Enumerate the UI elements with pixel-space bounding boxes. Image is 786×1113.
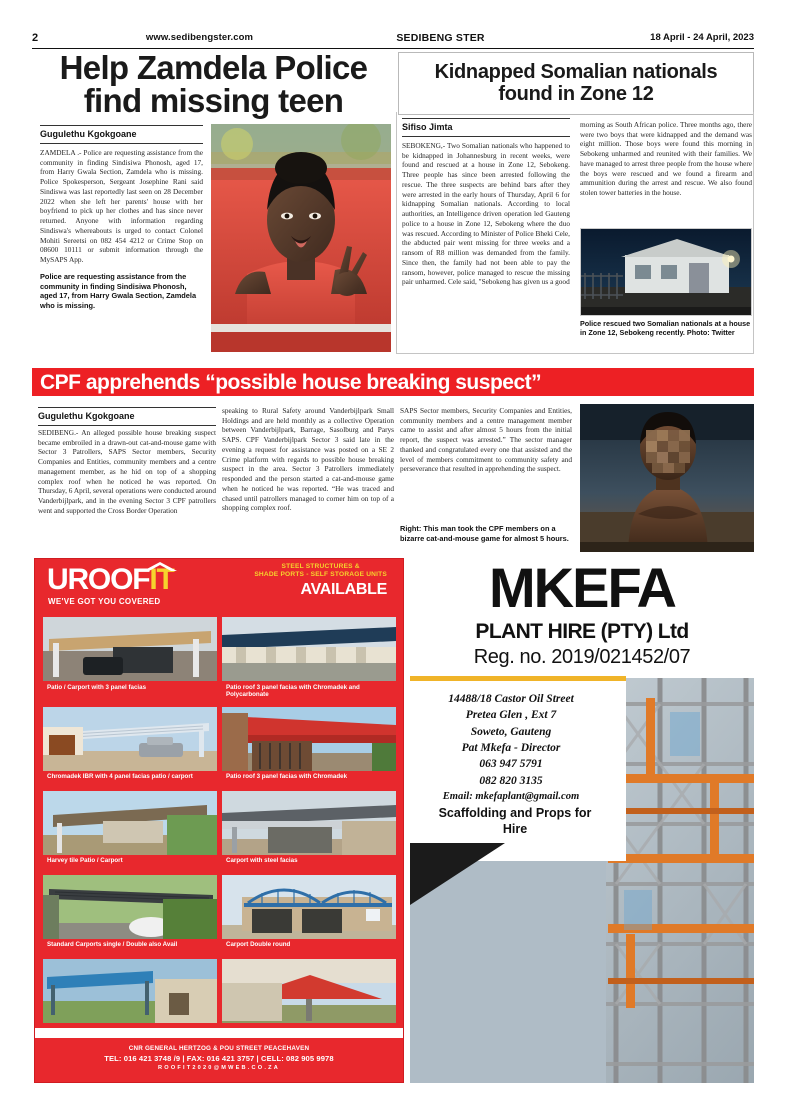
- uroofit-row: [43, 617, 397, 702]
- mkefa-email[interactable]: Email: mkefaplant@gmail.com: [442, 790, 580, 802]
- house-zone-12-image: [581, 229, 752, 316]
- uroofit-product[interactable]: [222, 617, 396, 702]
- mkefa-subtitle: PLANT HIRE (PTY) Ltd: [475, 620, 689, 643]
- product-image-harvey-tile-patio: [43, 791, 217, 855]
- article-body-kidnapped-col2: morning as South African police. Three months ago, there were two boys that were kidnapped and the demand was eight million. Those boys were found this morning in Sebokeng unharmed and reunited with their families. We have managed to arrest three people from the house where the boys were rescued and we found a firearm and ammunition during the arrest and rescue. We also found stolen tower batteries in the house.: [580, 120, 752, 198]
- mkefa-address-line-1: 14488/18 Castor Oil Street: [448, 693, 574, 705]
- product-image-patio-roof-chromadek-poly: [222, 617, 396, 681]
- uroofit-row: [43, 875, 397, 954]
- article-body-cpf-col1: SEDIBENG.- An alleged possible house breaking suspect became embroiled in a drawn-out cat-and-mouse game with Sector 3 Patrollers, SAPS Sector members, Security Companies and Entities, community members and a centre management member, as he hid on top of a shopping complex roof when he noticed he was reported. On Thursday, 6 April, several operations were conducted around Vanderbijlpark, and in the evening Sector 3 CPF patrollers went and supported the Cross Border Operation: [38, 428, 216, 515]
- steel-line-1: STEEL STRUCTURES &: [281, 563, 360, 570]
- article-body-kidnapped-col1: SEBOKENG,- Two Somalian nationals who happened to be kidnapped in Johannesburg in recent weeks, were found and rescued at a house in Zone 12, Sebokeng. Three people has since been arrested following the rescue. The three suspects are behind bars after they were arrested in the early hours of Thursday, April 6 for kidnapping Somalian nationals. According to local authorities, an Intelligence driven operation led Gauteng police to a house in Zone 12, Sebokeng where the duo was rescued. According to Minister of Police Bheki Cele, the abducted pair went missing for three weeks and a ransom of R8 million was demanded from the family. Since then, the family had not been able to pay the ransom, however, police managed to rescue the missing pair unharmed. Cele said, "Sebokeng has given us a good: [402, 141, 570, 287]
- caption-kidnapped: Police rescued two Somalian nationals at a house in Zone 12, Sebokeng recently. Photo: Twitter: [580, 319, 751, 338]
- product-caption: Standard Carports single / Double also Avail: [43, 939, 217, 954]
- website-url: www.sedibengster.com: [145, 32, 254, 43]
- photo-cpf-suspect: [580, 404, 754, 552]
- photo-kidnapped-house: [580, 228, 752, 316]
- suspect-on-roof-image: [580, 404, 754, 552]
- masthead: [32, 27, 754, 49]
- product-image-carport-steel-facias: [222, 791, 396, 855]
- uroofit-row: [43, 791, 397, 870]
- uroofit-product[interactable]: [43, 707, 217, 786]
- uroofit-address: CNR GENERAL HERTZOG & POU STREET PEACEHAVEN: [128, 1045, 310, 1052]
- mkefa-address-line-3: Soweto, Gauteng: [470, 725, 552, 738]
- ad-uroofit[interactable]: [34, 558, 404, 1083]
- mkefa-director: Pat Mkefa - Director: [461, 741, 561, 754]
- uroofit-email: ROOFIT2020@MWEB.CO.ZA: [158, 1065, 280, 1071]
- product-caption: Patio / Carport with 3 panel facias: [43, 681, 217, 696]
- mkefa-corner-accent: [410, 843, 505, 905]
- article-body-cpf-col2: speaking to Rural Safety around Vanderbijlpark Small Holdings and are held monthly as a collective Operation between Vanderbijlpark, Barrage, Sasolburg and Parys SAPS. CPF Vanderbijlpark Sector 3 said late in the evening a request for assistance was posted on a SE 2 Crime platform with regards to possible house breaking suspect in the area. Sector 3 Patrollers immediately responded and the person started a cat-and-mouse game when he noticed he was reported. “He was traced and chased until patrollers managed to corner him on top of a shopping complex roof.: [222, 406, 394, 513]
- byline-kidnapped: Sifiso Jimta: [402, 118, 570, 137]
- product-image-carport-double-round: [222, 875, 396, 939]
- paper-title: SEDIBENG STER: [396, 31, 485, 44]
- byline-cpf: Gugulethu Kgokgoane: [38, 407, 216, 426]
- product-caption: Chromadek IBR with 4 panel facias patio / carport: [43, 771, 217, 786]
- uroofit-row: [43, 959, 397, 1038]
- uroofit-product[interactable]: [43, 875, 217, 954]
- uroofit-product[interactable]: [43, 791, 217, 870]
- product-image-patio-roof-chromadek: [222, 707, 396, 771]
- product-caption: Harvey tile Patio / Carport: [43, 855, 217, 870]
- uroofit-product[interactable]: [222, 791, 396, 870]
- uroofit-row: [43, 707, 397, 786]
- uroofit-available: AVAILABLE: [300, 581, 387, 598]
- uroofit-product-grid: [43, 617, 397, 1043]
- product-caption: Patio roof 3 panel facias with Chromadek and Polycarbonate: [222, 681, 396, 702]
- uroofit-product[interactable]: [222, 959, 396, 1038]
- photo-missing-teen: [211, 124, 391, 352]
- uroofit-steel-text: [254, 563, 387, 579]
- caption-cpf: Right: This man took the CPF members on a bizarre cat-and-mouse game for almost 5 hours.: [400, 524, 569, 543]
- product-image-patio-carport-3-panel: [43, 617, 217, 681]
- uroofit-header: [35, 559, 403, 615]
- mkefa-phone-1[interactable]: 063 947 5791: [479, 758, 543, 771]
- mkefa-address-line-2: Pretea Glen , Ext 7: [465, 709, 557, 722]
- banner-cpf: [32, 368, 754, 396]
- product-image-standard-carports: [43, 875, 217, 939]
- page-number: 2: [32, 31, 39, 44]
- product-image-shade-port-garden: [43, 959, 217, 1023]
- mkefa-name: MKEFA: [489, 558, 675, 619]
- product-caption: Patio roof 3 panel facias with Chromadek: [222, 771, 396, 786]
- article-body-missing-teen: [40, 148, 203, 311]
- caption-missing-teen: Police are requesting assistance from the community in finding Sindisiwa Phonosh, aged 17, from Harry Gwala Section, Zamdela who is missing.: [40, 271, 197, 311]
- uroofit-logo-u: UROOF: [47, 563, 150, 596]
- headline-kidnapped: Kidnapped Somalian nationals found in Zone 12: [434, 61, 718, 105]
- uroofit-divider: [35, 1028, 403, 1038]
- roof-icon: [143, 562, 177, 572]
- byline-missing-teen: Gugulethu Kgokgoane: [40, 125, 203, 144]
- product-caption: Carport with steel facias: [222, 855, 396, 870]
- mkefa-phone-2[interactable]: 082 820 3135: [479, 774, 543, 787]
- banner-cpf-headline: CPF apprehends “possible house breaking suspect”: [40, 370, 542, 394]
- product-image-red-shade-port: [222, 959, 396, 1023]
- missing-teen-image: [211, 124, 391, 352]
- uroofit-product[interactable]: [43, 617, 217, 702]
- uroofit-product[interactable]: [222, 875, 396, 954]
- ad-mkefa[interactable]: [410, 558, 754, 1083]
- uroofit-contact: TEL: 016 421 3748 /9 | FAX: 016 421 3757 | CELL: 082 905 9978: [104, 1054, 334, 1063]
- body-text: ZAMDELA .- Police are requesting assistance from the community in finding Sindisiwa Phonosh, aged 17, from Harry Gwala Section, Zamdela who is missing. Police Spokesperson, Sergeant Josephine Rani said Sindiswa was last reportedly last seen on 28 December 2022 when she left her parents' house with her boyfriend to pick up her clothes and has since never returned. Anyone with information regarding Sindiswa's whereabouts is urged to contact Colonel Mohiti Sereetsi on 082 454 4212 or Crime Stop on 08600 10111 or submit information through the MySAPS App.: [40, 148, 203, 265]
- uroofit-footer: [35, 1038, 403, 1082]
- product-image-chromadek-ibr-4-panel: [43, 707, 217, 771]
- mkefa-registration: Reg. no. 2019/021452/07: [473, 646, 691, 668]
- headline-box-kidnapped: [398, 52, 754, 115]
- uroofit-logo-it: IT: [149, 563, 174, 596]
- mkefa-contact-info: [416, 686, 606, 809]
- mkefa-services: Scaffolding and Props for Hire: [438, 806, 592, 836]
- uroofit-product[interactable]: [222, 707, 396, 786]
- uroofit-product[interactable]: [43, 959, 217, 1038]
- headline-missing-teen: Help Zamdela Police find missing teen: [59, 49, 368, 119]
- issue-date: 18 April - 24 April, 2023: [650, 32, 754, 43]
- article-body-cpf-col3: SAPS Sector members, Security Companies and Entities, community members and a centre management member came to assist and after almost 5 hours from the initial report, the suspect was arrested.” The sector manager thanked and congratulated every one that assisted and the level of members commitment to community safety and perseverance that resulted in apprehending the suspect.: [400, 406, 572, 474]
- uroofit-tagline: WE'VE GOT YOU COVERED: [48, 597, 161, 606]
- steel-line-2: SHADE PORTS - SELF STORAGE UNITS: [254, 571, 387, 579]
- product-caption: Carport Double round: [222, 939, 396, 954]
